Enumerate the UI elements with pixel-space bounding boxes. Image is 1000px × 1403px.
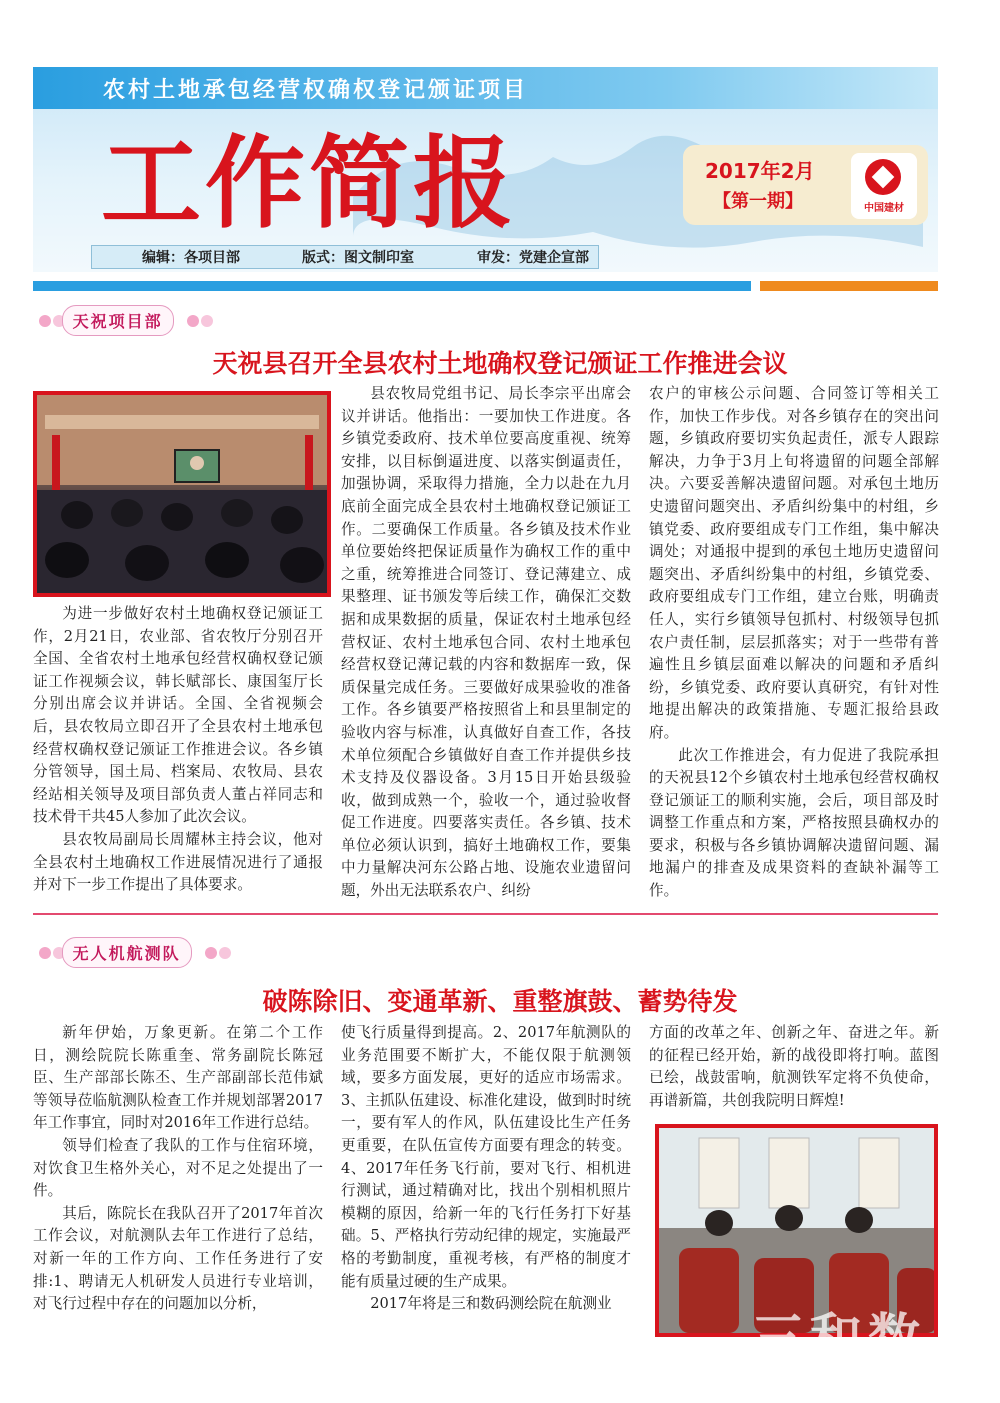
flower-icon <box>39 947 51 959</box>
article2-column-1 <box>33 1022 323 1316</box>
paragraph: 其后，陈院长在我队召开了2017年首次工作会议，对航测队去年工作进行了总结，对新一年的工作方向、工作任务进行了安排:1、聘请无人机研发人员进行专业培训，对飞行过程中存在的问题加以分析， <box>33 1204 323 1313</box>
paragraph: 县农牧局副局长周耀林主持会议，他对全县农村土地确权工作进展情况进行了通报并对下一步工作提出了具体要求。 <box>33 830 323 894</box>
article1-column-2 <box>341 383 631 903</box>
paragraph: 新年伊始，万象更新。在第二个工作日，测绘院院长陈重奎、常务副院长陈冠臣、生产部部长陈丕、生产部副部长范伟斌等领导莅临航测队检查工作并规划部署2017年工作事宜，同时对2016年工作进行总结。 <box>33 1024 323 1132</box>
paragraph: 2017年将是三和数码测绘院在航测业 <box>370 1295 612 1313</box>
paragraph: 县农牧局党组书记、局长李宗平出席会议并讲话。他指出：一要加快工作进度。各乡镇党委政府、技术单位要高度重视、统筹安排，以目标倒逼进度、以落实倒逼责任，加强协调，采取得力措施，全力以赴在九月底前全面完成全县农村土地确权登记颁证工作。二要确保工作质量。各乡镇及技术作业单位要始终把保证质量作为确权工作的重中之重，统筹推进合同签订、登记薄建立、成果整理、证书颁发等后续工作，确保汇交数据和成果数据的质量，保证农村土地承包经营权证、农村土地承包合同、农村土地承包经营权登记薄记载的内容和数据库一致，保质保量完成任务。三要做好成果验收的准备工作。各乡镇要严格按照省上和县里制定的验收内容与标准，认真做好自查工作，各技术单位须配合乡镇做好自查工作并提供乡技术支持及仪器设备。3月15日开始县级验收，做到成熟一个，验收一个，通过验收督促工作进度。四要落实责任。各乡镇、技术单位必须认识到，搞好土地确权工作，要集中力量解决河东公路占地、设施农业遗留问题，外出无法联系农户、纠纷 <box>341 385 631 900</box>
logo-text: 中国建材 <box>864 203 904 214</box>
divider-blue <box>33 281 751 291</box>
meeting-illustration <box>37 395 327 593</box>
meeting-photo <box>33 391 331 597</box>
logo-icon <box>865 159 901 195</box>
section-divider <box>33 913 938 915</box>
issue-box <box>683 145 928 225</box>
newsletter-title: 工作简报 <box>101 125 517 242</box>
section-label: 天祝项目部 <box>62 305 174 336</box>
article2-column-2 <box>341 1022 631 1316</box>
flower-icon <box>187 315 199 327</box>
article2-column-3 <box>649 1022 939 1112</box>
reviewer-credit: 审发：党建企宣部 <box>477 250 589 266</box>
article1-column-3 <box>649 383 939 903</box>
editor-credit: 编辑：各项目部 <box>142 250 240 266</box>
paragraph: 农户的审核公示问题、合同签订等相关工作，加快工作步伐。对各乡镇存在的突出问题，乡镇政府要切实负起责任，派专人跟踪解决，力争于3月上旬将遗留的问题全部解决。六要妥善解决遗留问题。对承包土地历史遗留问题突出、矛盾纠纷集中的村组，乡镇党委、政府要组成专门工作组，集中解决调处；对通报中提到的承包土地历史遗留问题突出、矛盾纠纷集中的村组，乡镇党委、政府要组成专门工作组，建立台账，明确责任人，实行乡镇领导包抓村、村级领导包抓农户责任制，层层抓落实；对于一些带有普遍性且乡镇层面难以解决的问题和矛盾纠纷，乡镇党委、政府要认真研究，有针对性地提出解决的政策措施、专题汇报给县政府。 <box>649 385 939 741</box>
issue-date: 2017年2月 <box>705 159 815 183</box>
credits-bar <box>91 245 599 269</box>
article2-headline: 破陈除旧、变通革新、重整旗鼓、蓄势待发 <box>262 987 738 1016</box>
article1-headline: 天祝县召开全县农村土地确权登记颁证工作推进会议 <box>212 349 788 378</box>
company-logo <box>851 153 917 219</box>
section-tag-drone-team <box>36 937 220 967</box>
masthead <box>33 67 938 272</box>
layout-credit: 版式：图文制印室 <box>302 250 414 266</box>
divider-orange <box>760 281 938 291</box>
project-name: 农村土地承包经营权确权登记颁证项目 <box>103 78 529 103</box>
article1-column-1 <box>33 603 323 897</box>
paragraph: 方面的改革之年、创新之年、奋进之年。新的征程已经开始，新的战役即将打响。蓝图已绘，战鼓雷响，航测铁军定将不负使命，再谱新篇，共创我院明日辉煌! <box>649 1024 939 1109</box>
paragraph: 领导们检查了我队的工作与住宿环境，对饮食卫生格外关心，对不足之处提出了一件。 <box>33 1136 323 1200</box>
paragraph: 使飞行质量得到提高。2、2017年航测队的业务范围要不断扩大，不能仅限于航测领域，要多方面发展，更好的适应市场需求。3、主抓队伍建设、标准化建设，做到时时统一，要有军人的作风，队伍建设比生产任务更重要，在队伍宣传方面要有理念的转变。4、2017年任务飞行前，要对飞行、相机进行测试，通过精确对比，找出个别相机照片模糊的原因，给新一年的飞行任务打下好基础。5、严格执行劳动纪律的规定，实施最严格的考勤制度，重视考核，有严格的制度才能有质量过硬的生产成果。 <box>341 1024 631 1290</box>
paragraph: 为进一步做好农村土地确权登记颁证工作，2月21日，农业部、省农牧厅分别召开全国、全省农村土地承包经营权确权登记颁证工作视频会议，韩长赋部长、康国玺厅长分别出席会议并讲话。全国、全省视频会后，县农牧局立即召开了全县农村土地承包经营权确权登记颁证工作推进会议。各乡镇分管领导，国土局、档案局、农牧局、县农经站相关领导及项目部负责人董占祥同志和技术骨干共45人参加了此次会议。 <box>33 605 323 826</box>
issue-number: 【第一期】 <box>713 191 803 212</box>
masthead-banner <box>33 67 938 109</box>
watermark: 三和数 <box>752 1309 927 1369</box>
section-tag-tianzhu <box>36 305 202 335</box>
flower-icon <box>39 315 51 327</box>
section-label: 无人机航测队 <box>62 937 192 968</box>
flower-icon <box>205 947 217 959</box>
paragraph: 此次工作推进会，有力促进了我院承担的天祝县12个乡镇农村土地承包经营权确权登记颁证工的顺利实施，会后，项目部及时调整工作重点和方案，严格按照县确权办的要求，积极与各乡镇协调解决遗留问题、漏地漏户的排查及成果资料的查缺补漏等工作。 <box>649 746 939 900</box>
